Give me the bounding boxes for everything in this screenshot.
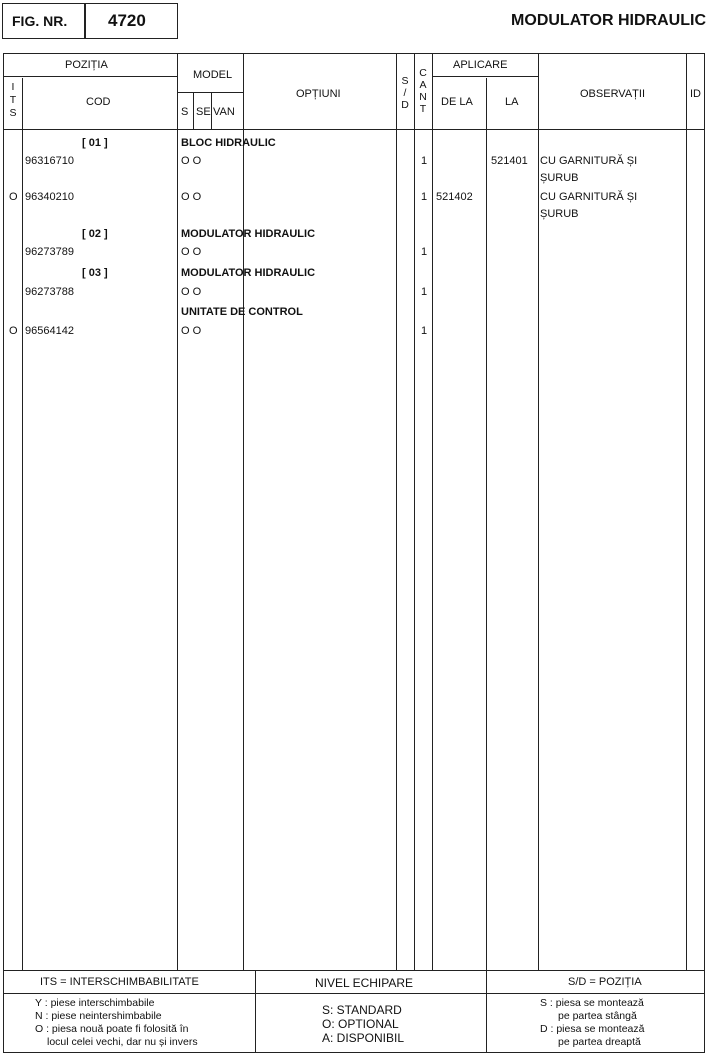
header-pozitia: POZIȚIA bbox=[65, 59, 108, 71]
table-row-observation: CU GARNITURĂ ȘI bbox=[540, 191, 638, 203]
footer-sd-line-2: pe partea stângă bbox=[558, 1010, 637, 1022]
col-line-model bbox=[243, 53, 244, 970]
header-its-i: I bbox=[11, 81, 15, 93]
col-line-its bbox=[22, 78, 23, 970]
pozitia-underline bbox=[3, 76, 177, 77]
parts-table-frame bbox=[3, 53, 705, 1053]
model-sub-line-1 bbox=[193, 92, 194, 129]
table-row-code: 96273789 bbox=[25, 246, 74, 258]
figure-number: 4720 bbox=[108, 11, 146, 30]
table-row-quantity: 1 bbox=[421, 155, 428, 167]
footer-its-line-3: O : piesa nouă poate fi folosită în bbox=[35, 1023, 189, 1035]
header-aplicare: APLICARE bbox=[453, 59, 508, 71]
header-cant-t: T bbox=[419, 103, 427, 115]
header-its-t: T bbox=[9, 94, 17, 106]
col-line-dela bbox=[486, 78, 487, 970]
col-line-obs bbox=[686, 53, 687, 970]
table-row-description: MODULATOR HIDRAULIC bbox=[181, 267, 316, 279]
table-row-its: O bbox=[9, 325, 18, 337]
col-line-optiuni bbox=[396, 53, 397, 970]
footer-its-title: ITS = INTERSCHIMBABILITATE bbox=[40, 976, 199, 988]
header-cant-c: C bbox=[419, 67, 427, 79]
table-row-la: 521401 bbox=[491, 155, 528, 167]
footer-top-line bbox=[3, 970, 705, 971]
table-row-model: O O bbox=[181, 155, 202, 167]
table-row-model: O O bbox=[181, 286, 202, 298]
header-observatii: OBSERVAȚII bbox=[580, 88, 646, 100]
header-model-s: S bbox=[181, 106, 189, 118]
col-line-cant bbox=[432, 53, 433, 970]
model-sub-line-2 bbox=[211, 92, 212, 129]
header-model-se: SE bbox=[196, 106, 211, 118]
table-row-description: BLOC HIDRAULIC bbox=[181, 137, 276, 149]
footer-divider-1 bbox=[255, 970, 256, 1053]
table-row-model: O O bbox=[181, 246, 202, 258]
table-row-de-la: 521402 bbox=[436, 191, 473, 203]
header-cant-n: N bbox=[419, 91, 427, 103]
header-cod: COD bbox=[86, 96, 111, 108]
header-model-van: VAN bbox=[213, 106, 235, 118]
header-de-la: DE LA bbox=[441, 96, 473, 108]
table-row-description: MODULATOR HIDRAULIC bbox=[181, 228, 316, 240]
header-its-s: S bbox=[9, 107, 17, 119]
footer-its-line-2: N : piese neintershimbabile bbox=[35, 1010, 162, 1022]
table-row-model: O O bbox=[181, 191, 202, 203]
table-row-model: O O bbox=[181, 325, 202, 337]
header-cant-a: A bbox=[419, 79, 427, 91]
table-row-quantity: 1 bbox=[421, 325, 428, 337]
footer-nivel-line-2: O: OPTIONAL bbox=[322, 1017, 399, 1031]
footer-nivel-line-1: S: STANDARD bbox=[322, 1003, 402, 1017]
col-line-sd bbox=[414, 53, 415, 970]
table-row-observation: CU GARNITURĂ ȘI bbox=[540, 155, 638, 167]
table-row-code: 96340210 bbox=[25, 191, 74, 203]
table-row-group-code: [ 01 ] bbox=[82, 137, 108, 149]
col-line-cod bbox=[177, 53, 178, 970]
footer-sd-title: S/D = POZIȚIA bbox=[568, 976, 642, 988]
footer-divider-2 bbox=[486, 970, 487, 1053]
header-sd-s: S bbox=[401, 75, 409, 87]
table-row-quantity: 1 bbox=[421, 246, 428, 258]
footer-sd-line-4: pe partea dreaptă bbox=[558, 1036, 641, 1048]
footer-its-line-1: Y : piese interschimbabile bbox=[35, 997, 155, 1009]
header-id: ID bbox=[690, 88, 701, 100]
table-row-quantity: 1 bbox=[421, 191, 428, 203]
table-row-quantity: 1 bbox=[421, 286, 428, 298]
header-bottom-line bbox=[3, 129, 705, 130]
table-row-code: 96316710 bbox=[25, 155, 74, 167]
figure-label: FIG. NR. bbox=[12, 13, 68, 29]
table-row-description: UNITATE DE CONTROL bbox=[181, 306, 303, 318]
col-line-la bbox=[538, 53, 539, 970]
model-underline bbox=[177, 92, 243, 93]
header-sd-d: D bbox=[401, 99, 409, 111]
footer-sd-line-1: S : piesa se montează bbox=[540, 997, 644, 1009]
header-optiuni: OPȚIUNI bbox=[296, 88, 341, 100]
page-title: MODULATOR HIDRAULIC bbox=[511, 12, 706, 29]
aplicare-underline bbox=[432, 76, 538, 77]
table-row-code: 96564142 bbox=[25, 325, 74, 337]
table-row-observation-2: ȘURUB bbox=[540, 172, 579, 184]
header-model: MODEL bbox=[193, 69, 233, 81]
footer-its-line-4: locul celei vechi, dar nu și invers bbox=[47, 1036, 198, 1048]
header-la: LA bbox=[505, 96, 519, 108]
header-sd-slash: / bbox=[403, 87, 407, 99]
table-row-its: O bbox=[9, 191, 18, 203]
footer-title-line bbox=[3, 993, 705, 994]
footer-nivel-title: NIVEL ECHIPARE bbox=[315, 976, 414, 990]
table-row-observation-2: ȘURUB bbox=[540, 208, 579, 220]
table-row-group-code: [ 02 ] bbox=[82, 228, 108, 240]
footer-sd-line-3: D : piesa se montează bbox=[540, 1023, 645, 1035]
footer-nivel-line-3: A: DISPONIBIL bbox=[322, 1031, 405, 1045]
figure-box-divider bbox=[84, 3, 86, 39]
table-row-code: 96273788 bbox=[25, 286, 74, 298]
table-row-group-code: [ 03 ] bbox=[82, 267, 108, 279]
